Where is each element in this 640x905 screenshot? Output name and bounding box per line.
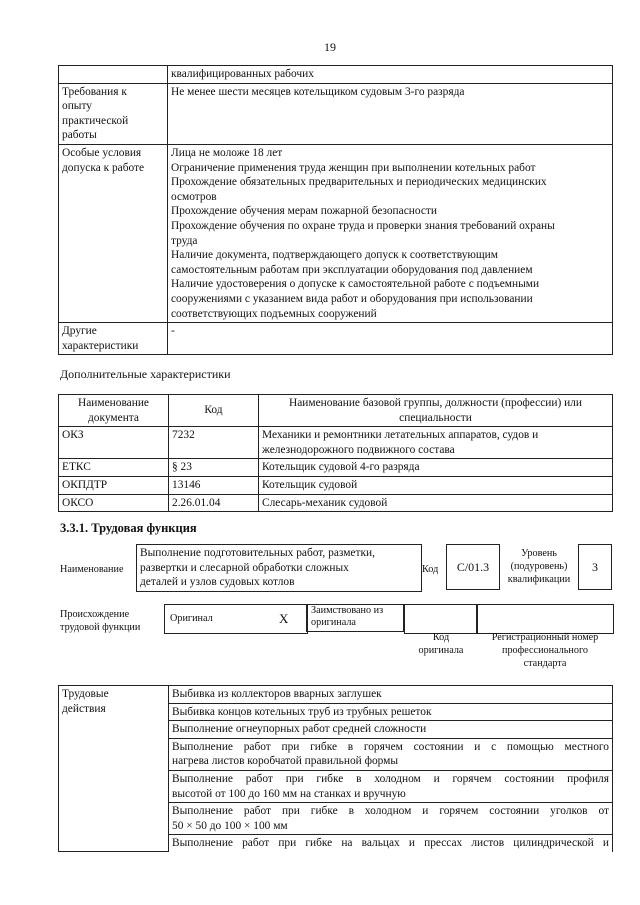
table-header-row [59, 395, 613, 427]
origin-code-caption: Код оригинала [418, 632, 464, 656]
cell-code: 13146 [169, 476, 259, 494]
qualification-level-label: Уровень (подуровень) квалификации [507, 548, 571, 585]
function-heading: 3.3.1. Трудовая функция [60, 521, 197, 535]
labor-action-item: Выбивка из коллекторов вварных заглушек [169, 686, 613, 704]
cell-name: Механики и ремонтники летательных аппаратов, судов и железнодорожного подвижного состава [259, 427, 613, 459]
table-row [59, 144, 613, 322]
labor-actions-table [58, 685, 613, 852]
origin-original-cell [164, 604, 308, 634]
origin-borrowed-cell: Заимствовано из оригинала [306, 604, 404, 632]
row-value-other: - [168, 323, 613, 355]
labor-action-item: Выполнение работ при гибке в холодном и горячем состоянии профиля высотой от 100 до 160 мм на станках и вручную [169, 770, 613, 802]
labor-action-item: Выполнение работ при гибке в горячем состоянии и с помощью местного нагрева листов коробчатой правильной формы [169, 738, 613, 770]
cell-document: ЕТКС [59, 459, 169, 477]
row-label-other: Другие характеристики [59, 323, 168, 355]
function-code-label: Код [422, 564, 439, 575]
cell-name: Слесарь-механик судовой [259, 494, 613, 512]
function-name-box: Выполнение подготовительных работ, разметки, развертки и слесарной обработки сложных деталей и узлов судовых котлов [136, 544, 422, 592]
origin-reg-number-cell [476, 604, 614, 634]
qualification-table [58, 65, 613, 355]
origin-reg-caption: Регистрационный номер профессионального стандарта [491, 632, 599, 669]
function-name-label: Наименование [60, 564, 124, 575]
column-header-name: Наименование базовой группы, должности (профессии) или специальности [259, 395, 613, 427]
labor-actions-label: Трудовые действия [59, 686, 169, 852]
column-header-document: Наименование документа [59, 395, 169, 427]
origin-code-cell [404, 604, 478, 634]
table-row [59, 83, 613, 144]
table-row [59, 66, 613, 84]
table-row [59, 476, 613, 494]
table-row [59, 427, 613, 459]
row-value-experience: Не менее шести месяцев котельщиком судовым 3-го разряда [168, 83, 613, 144]
page-number: 19 [324, 40, 336, 54]
table-row [59, 686, 613, 704]
row-label-experience: Требования к опыту практической работы [59, 83, 168, 144]
cell-code: 2.26.01.04 [169, 494, 259, 512]
cell-code: § 23 [169, 459, 259, 477]
cell-code: 7232 [169, 427, 259, 459]
additional-heading: Дополнительные характеристики [60, 367, 231, 381]
row-value-special-conditions: Лица не моложе 18 лет Ограничение применения труда женщин при выполнении котельных работ Прохождение обязательных предварительных и периодических медицинских осмотров Прохождение обучения мерам пожарной безопасности Прохождение обучения по охране труда и проверки знания требований охраны труда Наличие документа, подтверждающего допуск к соответствующим самостоятельным работам при эксплуатации оборудования под давлением Наличие удостоверения о допуске к самостоятельной работе с подъемными сооружениями с указанием вида работ и оборудования при использовании соответствующих подъемных сооружений [168, 144, 613, 322]
column-header-code: Код [169, 395, 259, 427]
cell-document: ОКЗ [59, 427, 169, 459]
cell-name: Котельщик судовой [259, 476, 613, 494]
cell-document: ОКПДТР [59, 476, 169, 494]
qualification-level-box: 3 [578, 544, 612, 590]
table-row [59, 459, 613, 477]
function-code-box: С/01.3 [446, 544, 500, 590]
table-row [59, 494, 613, 512]
labor-action-item: Выполнение работ при гибке в холодном и горячем состоянии уголков от 50 × 50 до 100 × 100 мм [169, 803, 613, 835]
continued-text: квалифицированных рабочих [168, 66, 613, 84]
row-label-special-conditions: Особые условия допуска к работе [59, 144, 168, 322]
labor-action-item: Выполнение огнеупорных работ средней сложности [169, 721, 613, 739]
table-row [59, 323, 613, 355]
cell-document: ОКСО [59, 494, 169, 512]
origin-original-text: Оригинал [170, 613, 213, 624]
origin-original-mark: X [279, 611, 289, 626]
cell-name: Котельщик судовой 4-го разряда [259, 459, 613, 477]
additional-table [58, 394, 613, 512]
origin-label: Происхождение трудовой функции [60, 609, 141, 633]
labor-action-item: Выполнение работ при гибке на вальцах и прессах листов цилиндрической и [169, 835, 613, 852]
labor-action-item: Выбивка концов котельных труб из трубных решеток [169, 703, 613, 721]
